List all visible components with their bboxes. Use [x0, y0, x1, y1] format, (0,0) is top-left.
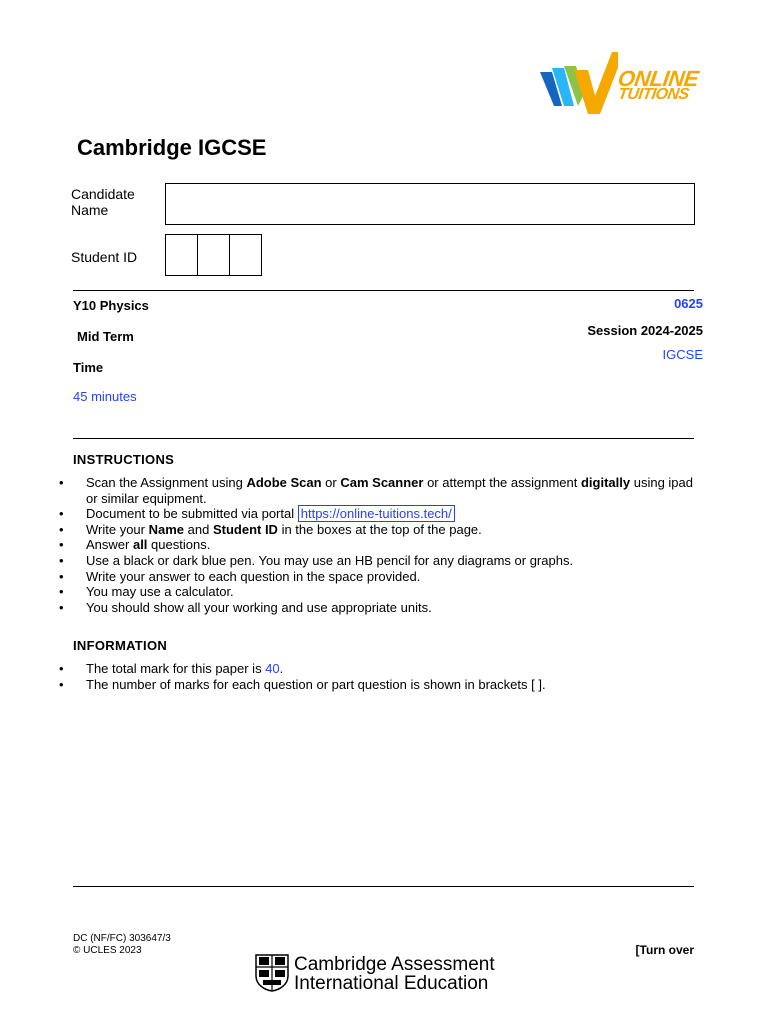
logo-text-tuitions: TUITIONS	[616, 86, 690, 103]
bullet-icon: •	[59, 506, 64, 522]
information-list	[59, 661, 699, 692]
bullet-icon: •	[59, 676, 64, 692]
bullet-icon: •	[59, 475, 64, 490]
student-id-label: Student ID	[71, 249, 138, 265]
list-item: • The number of marks for each question or part question is shown in brackets [ ].	[59, 676, 546, 692]
information-heading: INFORMATION	[73, 638, 168, 653]
portal-link[interactable]: https://online-tuitions.tech/	[298, 505, 455, 522]
bullet-icon: •	[59, 584, 64, 600]
bullet-icon: •	[59, 599, 64, 615]
list-item: • You should show all your working and use appropriate units.	[59, 599, 432, 615]
time-value: 45 minutes	[73, 389, 137, 404]
footer-meta	[73, 933, 171, 957]
divider-middle	[73, 438, 694, 439]
list-item: • Write your Name and Student ID in the boxes at the top of the page.	[59, 521, 482, 537]
list-item: • Document to be submitted via portal https://online-tuitions.tech/	[59, 506, 699, 522]
copyright: © UCLES 2023	[73, 945, 142, 956]
list-item: • Use a black or dark blue pen. You may use an HB pencil for any diagrams or graphs.	[59, 552, 574, 568]
time-label: Time	[73, 360, 104, 375]
cambridge-shield-icon	[255, 954, 289, 992]
student-id-box-1[interactable]	[165, 234, 198, 276]
paper-subject: Y10 Physics	[73, 298, 149, 313]
candidate-name-label-line2: Name	[71, 202, 109, 218]
org-name-line1: Cambridge Assessment	[294, 954, 495, 975]
candidate-name-label-line1: Candidate	[71, 186, 135, 202]
list-item: • Answer all questions.	[59, 537, 211, 553]
divider-top	[73, 290, 694, 291]
candidate-name-field[interactable]	[165, 183, 695, 225]
org-name-line2: International Education	[294, 973, 489, 994]
page-title: Cambridge IGCSE	[77, 135, 267, 160]
bullet-icon: •	[59, 521, 64, 537]
paper-exam: Mid Term	[77, 329, 134, 344]
student-id-box-2[interactable]	[197, 234, 230, 276]
instructions-list	[59, 475, 699, 615]
list-item: • Write your answer to each question in the space provided.	[59, 568, 421, 584]
document-code: DC (NF/FC) 303647/3	[73, 933, 171, 944]
total-marks: 40	[265, 661, 280, 676]
instructions-heading: INSTRUCTIONS	[73, 452, 175, 467]
bullet-icon: •	[59, 568, 64, 584]
logo-text-online: ONLINE	[616, 66, 700, 91]
student-id-box-3[interactable]	[229, 234, 262, 276]
w-logo-icon	[538, 48, 618, 120]
list-item: • The total mark for this paper is 40.	[59, 661, 284, 676]
bullet-icon: •	[59, 661, 64, 676]
bullet-icon: •	[59, 537, 64, 553]
online-tuitions-logo	[538, 48, 700, 120]
paper-code: 0625	[674, 296, 703, 311]
paper-session: Session 2024-2025	[587, 323, 703, 338]
turn-over-text: [Turn over	[635, 943, 694, 957]
divider-bottom	[73, 886, 694, 887]
paper-level: IGCSE	[662, 347, 703, 362]
bullet-icon: •	[59, 552, 64, 568]
cambridge-logo	[255, 954, 495, 994]
list-item: • You may use a calculator.	[59, 584, 234, 600]
list-item: • Scan the Assignment using Adobe Scan or Cam Scanner or attempt the assignment digitally using ipad or similar equipment.	[59, 475, 693, 506]
candidate-name-label	[71, 186, 135, 218]
